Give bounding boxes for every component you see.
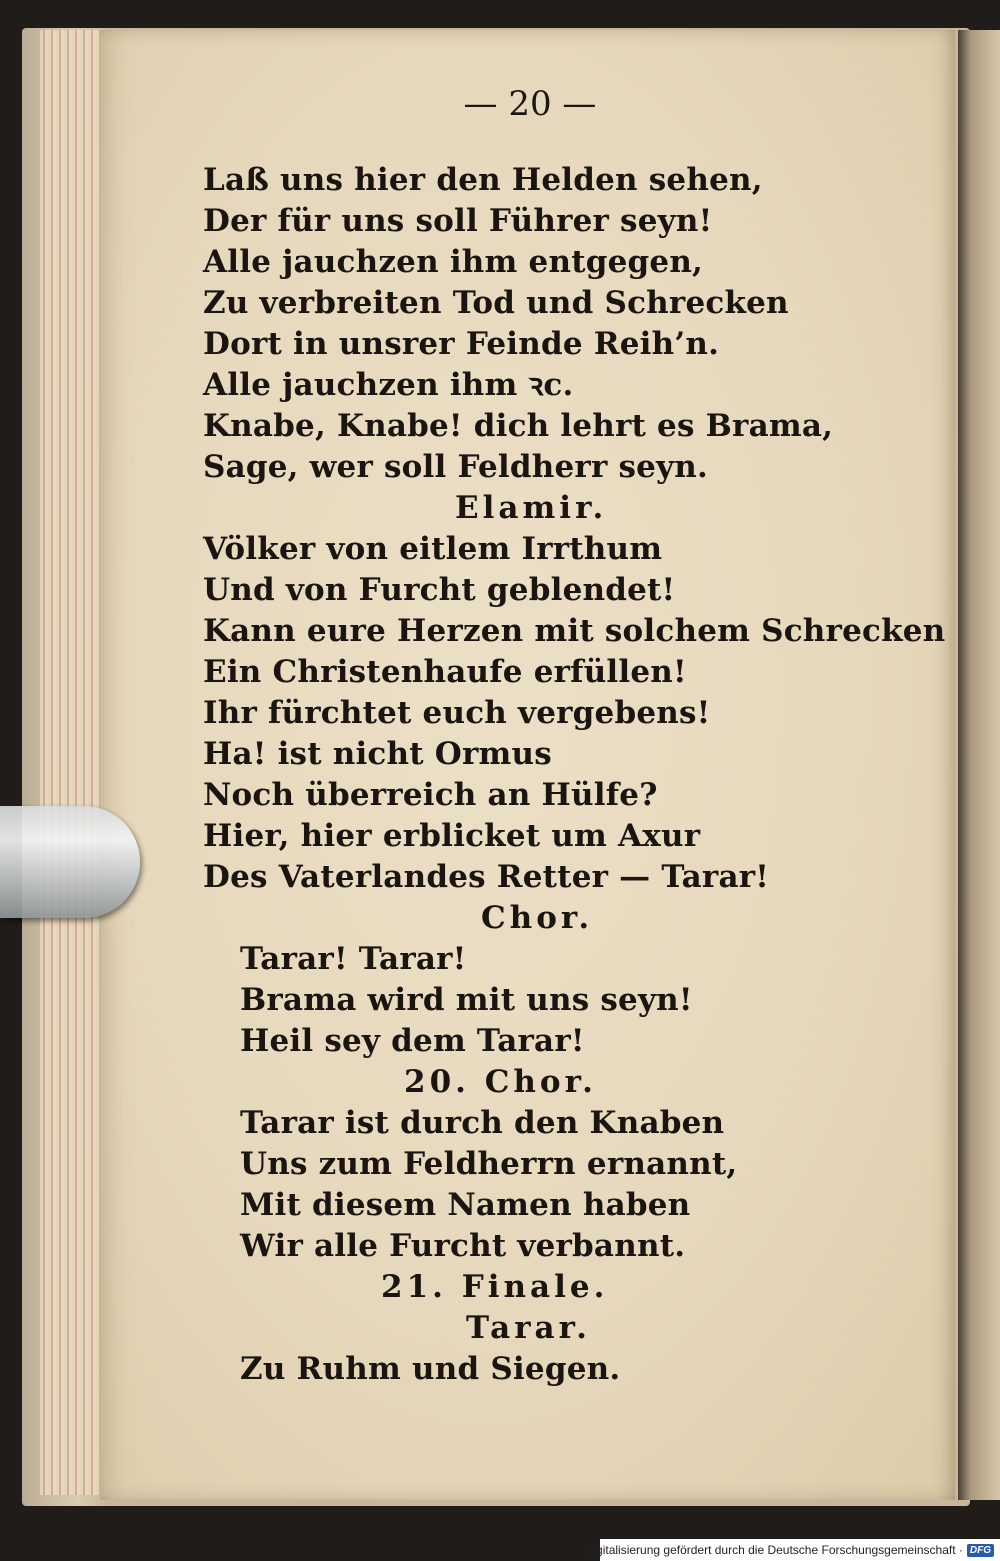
text-line: Zu verbreiten Tod und Schrecken xyxy=(203,285,789,321)
text-line: Kann eure Herzen mit solchem Schrecken xyxy=(203,613,946,649)
speaker-heading: Chor. xyxy=(481,900,594,936)
text-line: Tarar! Tarar! xyxy=(240,941,467,977)
text-line: Mit diesem Namen haben xyxy=(240,1187,691,1223)
text-line: Ha! ist nicht Ormus xyxy=(203,736,552,772)
text-line: Und von Furcht geblendet! xyxy=(203,572,676,608)
text-line: Uns zum Feldherrn ernannt, xyxy=(240,1146,738,1182)
text-line: Völker von eitlem Irrthum xyxy=(203,531,663,567)
text-line: Des Vaterlandes Retter — Tarar! xyxy=(203,859,770,895)
section-heading: 20. Chor. xyxy=(404,1064,597,1100)
text-line: Laß uns hier den Helden sehen, xyxy=(203,162,763,198)
text-line: Alle jauchzen ihm ꝛc. xyxy=(203,367,574,403)
text-line: Alle jauchzen ihm entgegen, xyxy=(203,244,704,280)
speaker-heading: Elamir. xyxy=(455,490,608,526)
speaker-heading: Tarar. xyxy=(466,1310,591,1346)
text-line: Der für uns soll Führer seyn! xyxy=(203,203,713,239)
text-line: Knabe, Knabe! dich lehrt es Brama, xyxy=(203,408,834,444)
page-number: — 20 — xyxy=(463,84,597,124)
text-line: Heil sey dem Tarar! xyxy=(240,1023,585,1059)
dfg-logo-icon: DFG xyxy=(967,1544,994,1557)
text-line: Dort in unsrer Feinde Reih’n. xyxy=(203,326,720,362)
text-line: Zu Ruhm und Siegen. xyxy=(240,1351,621,1387)
text-line: Ein Christenhaufe erfüllen! xyxy=(203,654,687,690)
section-heading: 21. Finale. xyxy=(381,1269,609,1305)
text-line: Wir alle Furcht verbannt. xyxy=(240,1228,686,1264)
funding-credit: Digitalisierung gefördert durch die Deutsche Forschungsgemeinschaft · xyxy=(584,1543,963,1557)
text-line: Hier, hier erblicket um Axur xyxy=(203,818,701,854)
footer-bar xyxy=(584,1539,1000,1561)
text-line: Sage, wer soll Feldherr seyn. xyxy=(203,449,708,485)
text-line: Tarar ist durch den Knaben xyxy=(240,1105,725,1141)
text-line: Noch überreich an Hülfe? xyxy=(203,777,658,813)
page-clip xyxy=(0,806,140,918)
text-line: Brama wird mit uns seyn! xyxy=(240,982,693,1018)
text-line: Ihr fürchtet euch vergebens! xyxy=(203,695,711,731)
